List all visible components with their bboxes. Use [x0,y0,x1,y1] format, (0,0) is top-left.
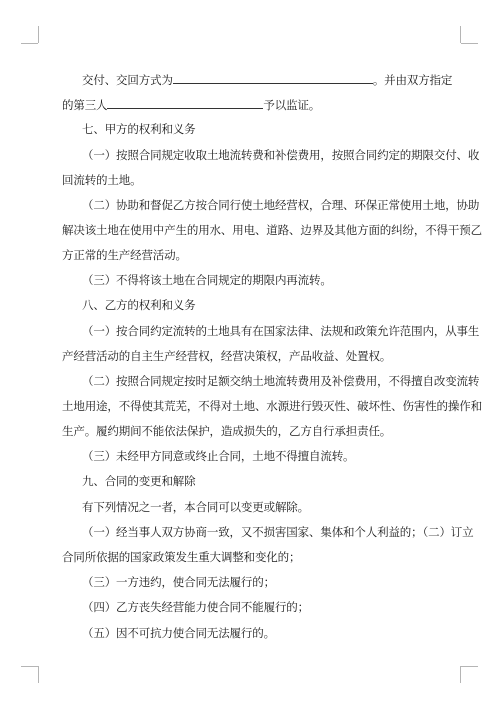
paragraph-line: （一）按照合同规定收取土地流转费和补偿费用，按照合同约定的期限交付、收 [82,148,480,162]
paragraph-line [62,97,320,112]
paragraph-line: 合同所依据的国家政策发生重大调整和变化的； [62,550,301,564]
paragraph-line: （三）一方违约，使合同无法履行的； [82,575,275,589]
paragraph-line: （三）未经甲方同意或终止合同，土地不得擅自流转。 [82,449,355,463]
crop-mark-bottom-right-vertical [460,666,461,683]
paragraph-line: 方正常的生产经营活动。 [62,248,187,262]
paragraph-line: 产经营活动的自主生产经营权，经营决策权，产品收益、处置权。 [62,349,392,363]
delivery-method-tail: 。并由双方指定 [372,73,453,87]
paragraph-line: 回流转的土地。 [62,173,142,187]
paragraph-line [82,72,452,87]
crop-mark-top-right-vertical [460,26,461,43]
delivery-method-blank [173,72,373,84]
paragraph-line: （一）经当事人双方协商一致，又不损害国家、集体和个人利益的；（二）订立 [82,525,474,539]
paragraph-line: 土地用途，不得使其荒芜，不得对土地、水源进行毁灭性、破坏性、伤害性的操作和 [62,399,482,413]
paragraph-line: （五）因不可抗力使合同无法履行的。 [82,626,275,640]
crop-mark-bottom-left-horizontal [21,666,38,667]
section-heading: 七、甲方的权利和义务 [82,122,196,136]
third-party-blank [107,97,263,109]
crop-mark-bottom-left-vertical [38,666,39,683]
paragraph-line: （一）按合同约定流转的土地具有在国家法律、法规和政策允许范围内，从事生 [82,324,480,338]
paragraph-line: （二）协助和督促乙方按合同行使土地经营权，合理、环保正常使用土地，协助 [82,198,480,212]
delivery-method-label: 交付、交回方式为 [82,73,173,87]
section-heading: 八、乙方的权利和义务 [82,298,196,312]
paragraph-line: （四）乙方丧失经营能力使合同不能履行的； [82,600,309,614]
paragraph-line: 解决该土地在使用中产生的用水、用电、道路、边界及其他方面的纠纷，不得干预乙 [62,223,482,237]
third-party-label: 的第三人 [62,98,108,112]
paragraph-line: （二）按照合同规定按时足额交纳土地流转费用及补偿费用，不得擅自改变流转 [82,374,480,388]
crop-mark-top-left-horizontal [21,43,38,44]
paragraph-line: 有下列情况之一者，本合同可以变更或解除。 [82,500,309,514]
crop-mark-bottom-right-horizontal [461,666,478,667]
crop-mark-top-right-horizontal [461,43,478,44]
paragraph-line: （三）不得将该土地在合同规定的期限内再流转。 [82,273,332,287]
third-party-tail: 予以监证。 [263,98,321,112]
section-heading: 九、合同的变更和解除 [82,474,196,488]
paragraph-line: 生产。履约期间不能依法保护，造成损失的，乙方自行承担责任。 [62,424,392,438]
crop-mark-top-left-vertical [38,26,39,43]
